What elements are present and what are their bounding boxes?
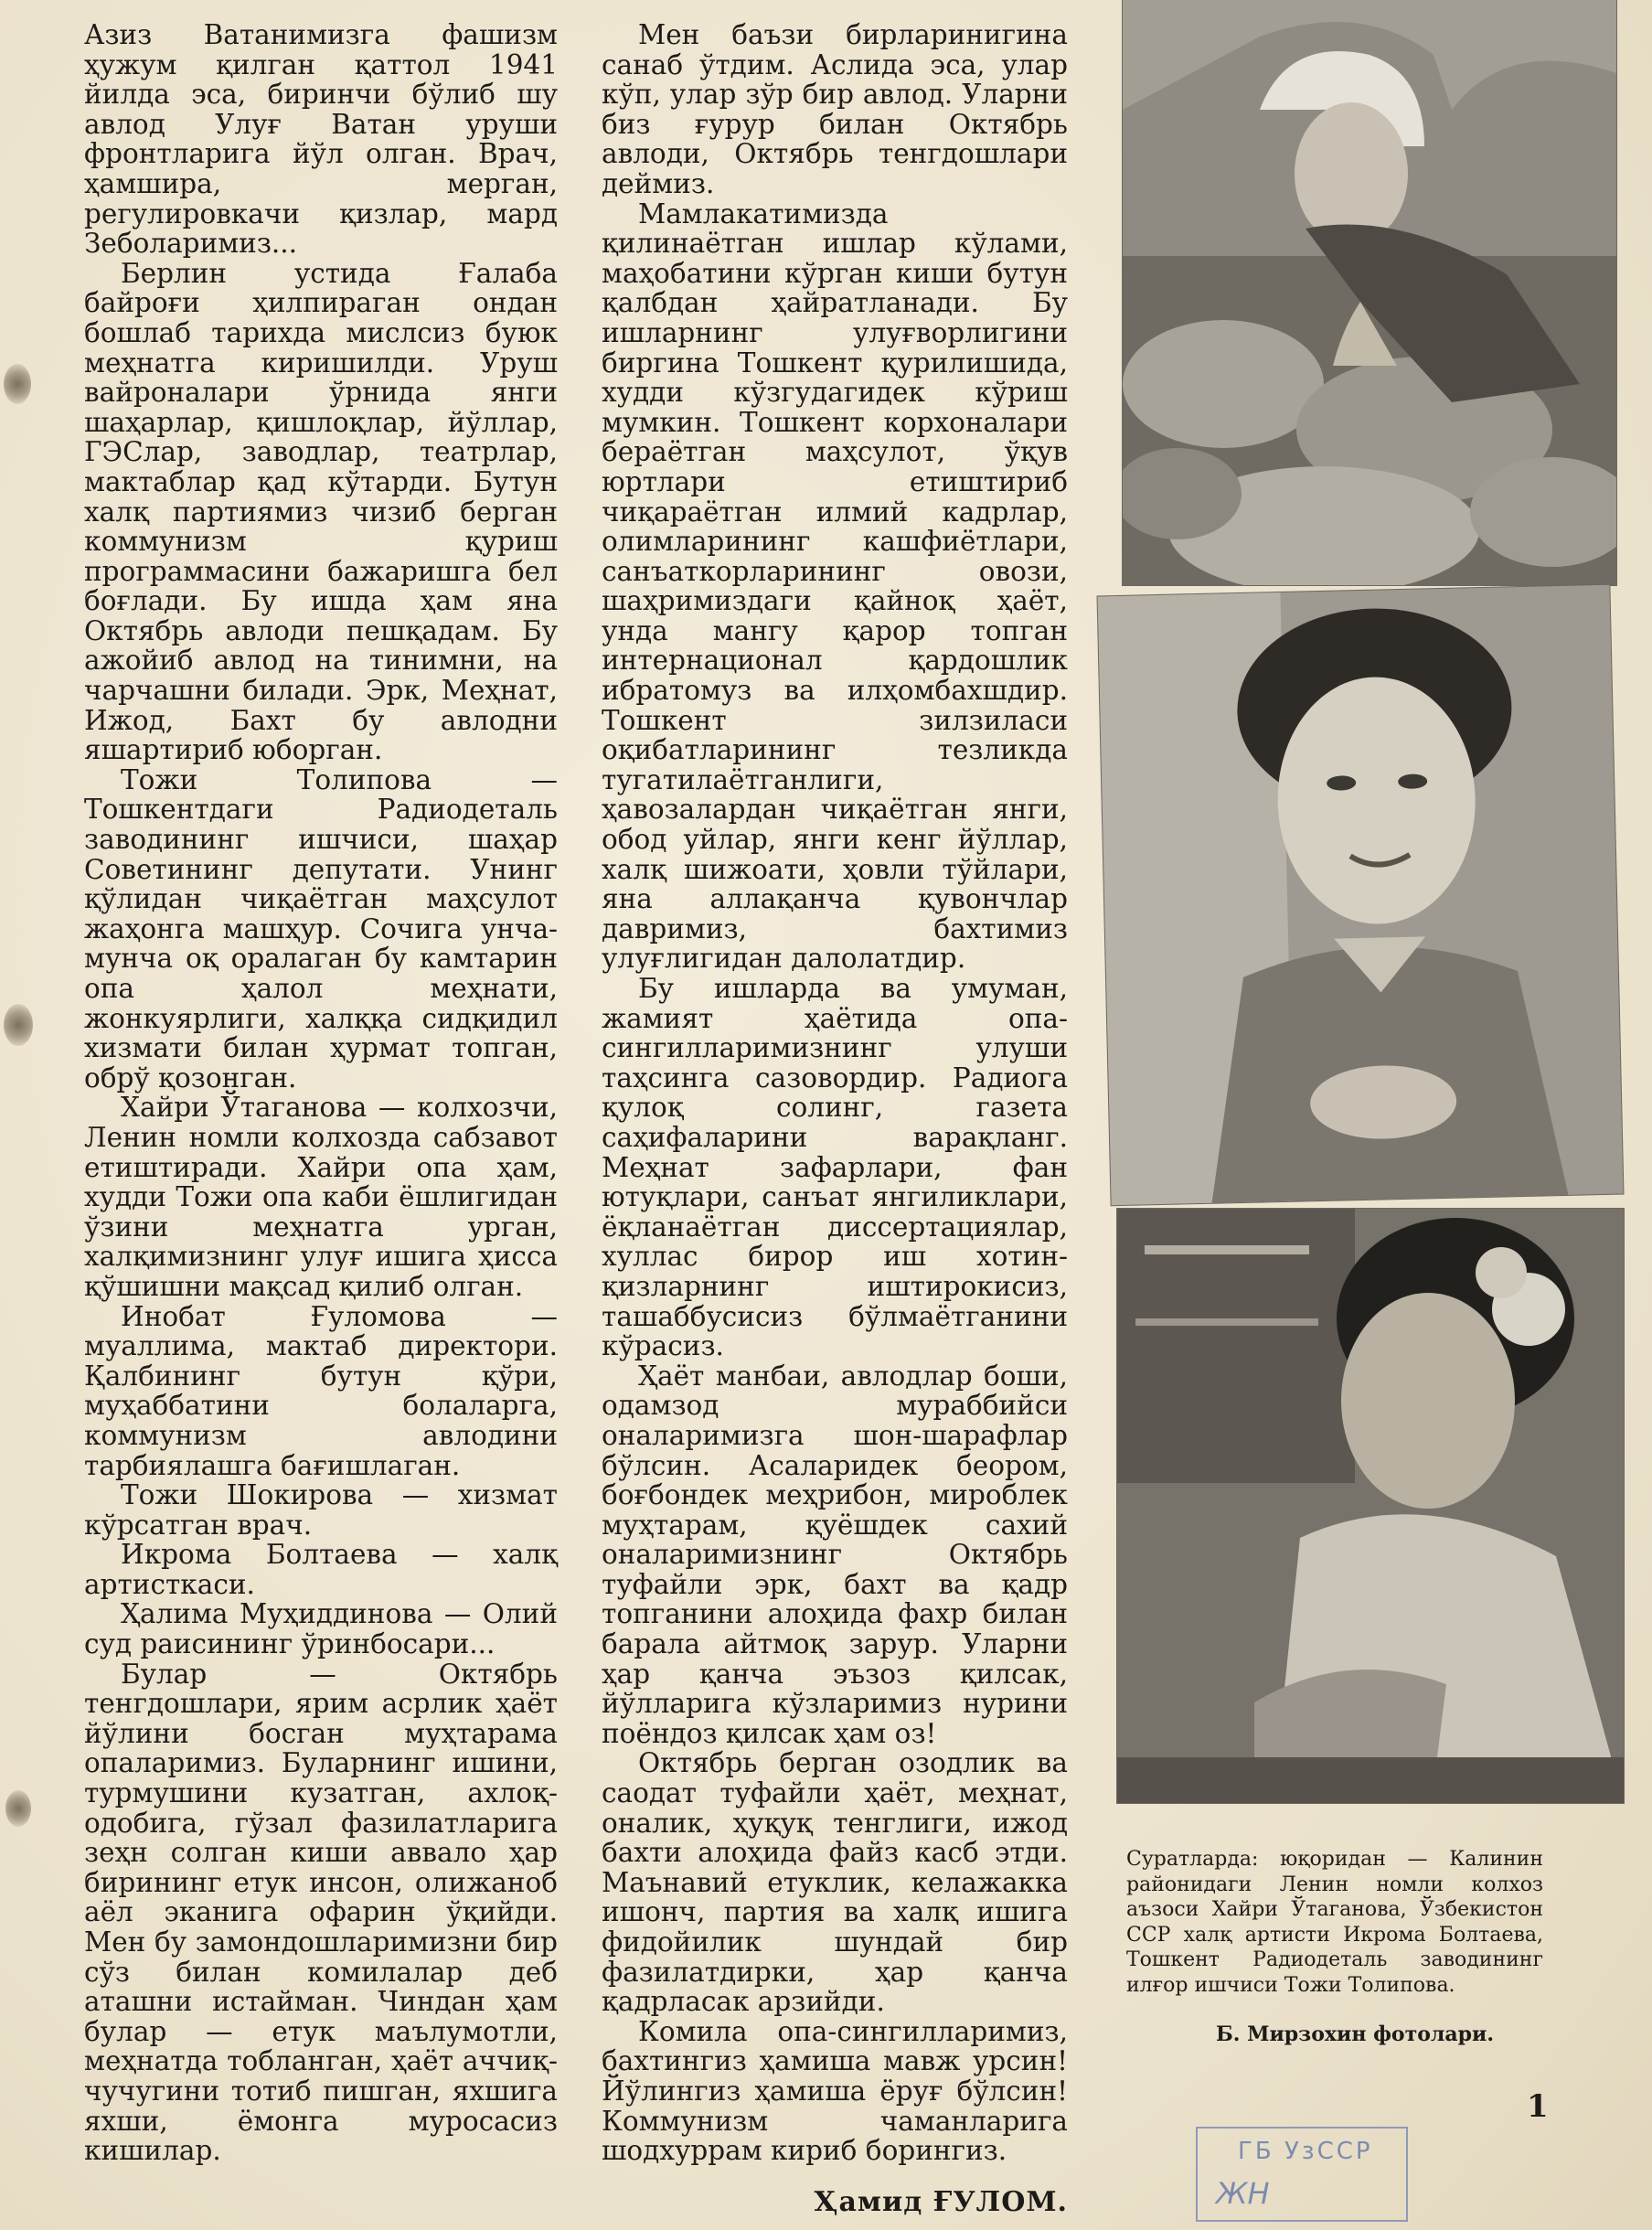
article-column-1 bbox=[84, 20, 558, 2166]
paragraph: Хайри Ўтаганова — колхозчи, Ленин номли колхозда сабзавот етиштиради. Хайри опа ҳам, худди Тожи опа каби ёшлигидан ўзини меҳнатга урган, халқимизнинг улуғ ишига ҳисса қўшишни мақсад қилиб олган. bbox=[84, 1092, 558, 1302]
caption-text: Суратларда: юқоридан — Калинин районидаги Ленин номли колхоз аъзоси Хайри Ўтаганова, Ўзбекистон ССР халқ артисти Икрома Болтаева, Тошкент Радиодеталь заводининг илғор ишчиси Тожи Толипова. bbox=[1126, 1848, 1543, 1997]
stamp-mark: ЖН bbox=[1216, 2176, 1270, 2211]
paragraph: Мен баъзи бирларинигина санаб ўтдим. Аслида эса, улар кўп, улар зўр бир авлод. Уларни биз ғурур билан Октябрь авлоди, Октябрь тенгдошлари деймиз. bbox=[602, 19, 1068, 199]
binding-hole-icon bbox=[4, 364, 31, 404]
photo-artist bbox=[1098, 585, 1624, 1206]
woman-with-flowered-hair-at-workbench-icon bbox=[1117, 1209, 1624, 1803]
paragraph: Октябрь берган озодлик ва саодат туфайли ҳаёт, меҳнат, оналик, ҳуқуқ тенглиги, ижод бахти алоҳида файз касб этди. Маънавий етуклик, келажакка ишонч, партия ва халқ ишига фидойилик шундай бир фазилатдирки, ҳар қанча қадрласак арзийди. bbox=[602, 1747, 1068, 2018]
article-column-2 bbox=[602, 20, 1068, 2217]
paragraph: Бу ишларда ва умуман, жамият ҳаётида опа-сингилларимизнинг улуши таҳсинга сазовордир. Радиога қулоқ солинг, газета саҳифаларини варақланг. Меҳнат зафарлари, фан ютуқлари, санъат янгиликлари, ёқланаётган диссертациялар, хуллас бирор иш хотин-қизларнинг иштирокисиз, ташаббусисиз бўлмаётганини кўрасиз. bbox=[602, 973, 1068, 1362]
paragraph: Тожи Шокирова — хизмат кўрсатган врач. bbox=[84, 1479, 558, 1541]
paragraph: Ҳаёт манбаи, авлодлар боши, одамзод мураббийси оналаримизга шон-шарафлар бўлсин. Асаларидек беором, боғбондек меҳрибон, мироблек муҳтарам, қуёшдек сахий оналаримизнинг Октябрь туфайли эрк, бахт ва қадр топганини алоҳида фахр билан барала айтмоқ зарур. Уларни ҳар қанча эъзоз қилсак, йўлларига кўзларимиз нурини поёндоз қилсак ҳам оз! bbox=[602, 1360, 1068, 1749]
photo-worker bbox=[1117, 1209, 1624, 1803]
binding-hole-icon bbox=[4, 1004, 33, 1046]
paragraph: Ҳалима Муҳиддинова — Олий суд раисининг ўринбосари... bbox=[84, 1598, 558, 1660]
stamp-text: ГБ УзССР bbox=[1238, 2138, 1373, 2165]
paragraph: Икрома Болтаева — халқ артисткаси. bbox=[84, 1539, 558, 1600]
paragraph: Булар — Октябрь тенгдошлари, ярим асрлик ҳаёт йўлини босган муҳтарама опаларимиз. Буларнинг ишини, турмушини кузатган, ахлоқ-одобига, гўзал фазилатларига зеҳн солган киши аввало ҳар бирининг етук инсон, олижаноб аёл эканига офарин ўқийди. Мен бу замондошларимизни бир сўз билан комилалар деб аташни истайман. Чиндан ҳам булар — етук маълумотли, меҳнатда тобланган, ҳаёт аччиқ-чучугини тотиб пишган, яхшига яхши, ёмонга муросасиз кишилар. bbox=[84, 1658, 558, 2167]
paragraph: Мамлакатимизда қилинаётган ишлар кўлами, маҳобатини кўрган киши бутун қалбдан ҳайратланади. Бу ишларнинг улуғворлигини биргина Тошкент қурилишида, худди кўзгудагидек кўриш мумкин. Тошкент корхоналари бераётган маҳсулот, ўқув юртлари етиштириб чиқараётган илмий кадрлар, олимларининг кашфиётлари, санъаткорларининг овози, шаҳримиздаги қайноқ ҳаёт, унда мангу қарор топган интернационал қардошлик ибратомуз ва илҳомбахшдир. Тошкент зилзиласи оқибатларининг тезликда тугатилаётганлиги, ҳавозалардан чиқаётган янги, обод уйлар, янги кенг йўллар, халқ шижоати, ҳовли тўйлари, яна аллақанча қувончлар давримиз, бахтимиз улуғлигидан далолатдир. bbox=[602, 197, 1068, 975]
photo-caption bbox=[1126, 1847, 1543, 1998]
woman-in-headscarf-among-cabbages-icon bbox=[1123, 0, 1616, 585]
photo-farmer bbox=[1123, 0, 1616, 585]
library-stamp bbox=[1196, 2127, 1408, 2222]
smiling-woman-portrait-icon bbox=[1098, 585, 1624, 1206]
paragraph: Комила опа-сингилларимиз, бахтингиз ҳамиша мавж урсин! Йўлингиз ҳамиша ёруғ бўлсин! Коммунизм чаманларига шодхуррам кириб борингиз. bbox=[602, 2015, 1068, 2167]
paragraph: Азиз Ватанимизга фашизм ҳужум қилган қаттол 1941 йилда эса, биринчи бўлиб шу авлод Улуғ Ватан уруши фронтларига йўл олган. Врач, ҳамшира, мерган, регулировкачи қизлар, мард Зеболаримиз... bbox=[84, 19, 558, 260]
author-signature: Ҳамид ҒУЛОМ. bbox=[814, 2185, 1068, 2218]
photo-credit: Б. Мирзохин фотолари. bbox=[1216, 2022, 1495, 2046]
page-number: 1 bbox=[1527, 2088, 1549, 2125]
paragraph: Берлин устида Ғалаба байроғи ҳилпираган ондан бошлаб тарихда мислсиз буюк меҳнатга киришилди. Уруш вайроналари ўрнида янги шаҳарлар, қишлоқлар, йўллар, ГЭСлар, заводлар, театрлар, мактаблар қад кўтарди. Бутун халқ партиямиз чизиб берган коммунизм қуриш программасини бажаришга бел боғлади. Бу ишда ҳам яна Октябрь авлоди пешқадам. Бу ажойиб авлод на тинимни, на чарчашни билади. Эрк, Меҳнат, Ижод, Бахт бу авлодни яшартириб юборган. bbox=[84, 257, 558, 766]
binding-hole-icon bbox=[5, 1790, 31, 1827]
paragraph: Тожи Толипова — Тошкентдаги Радиодеталь заводининг ишчиси, шаҳар Советининг депутати. Унинг қўлидан чиқаётган маҳсулот жаҳонга машҳур. Сочига унча-мунча оқ оралаган бу камтарин опа ҳалол меҳнати, жонкуярлиги, халққа сидқидил хизмати билан ҳурмат топган, обрў қозонган. bbox=[84, 763, 558, 1094]
paragraph: Инобат Ғуломова — муаллима, мактаб директори. Қалбининг бутун қўри, муҳаббатини болаларга, коммунизм авлодини тарбиялашга бағишлаган. bbox=[84, 1300, 558, 1481]
